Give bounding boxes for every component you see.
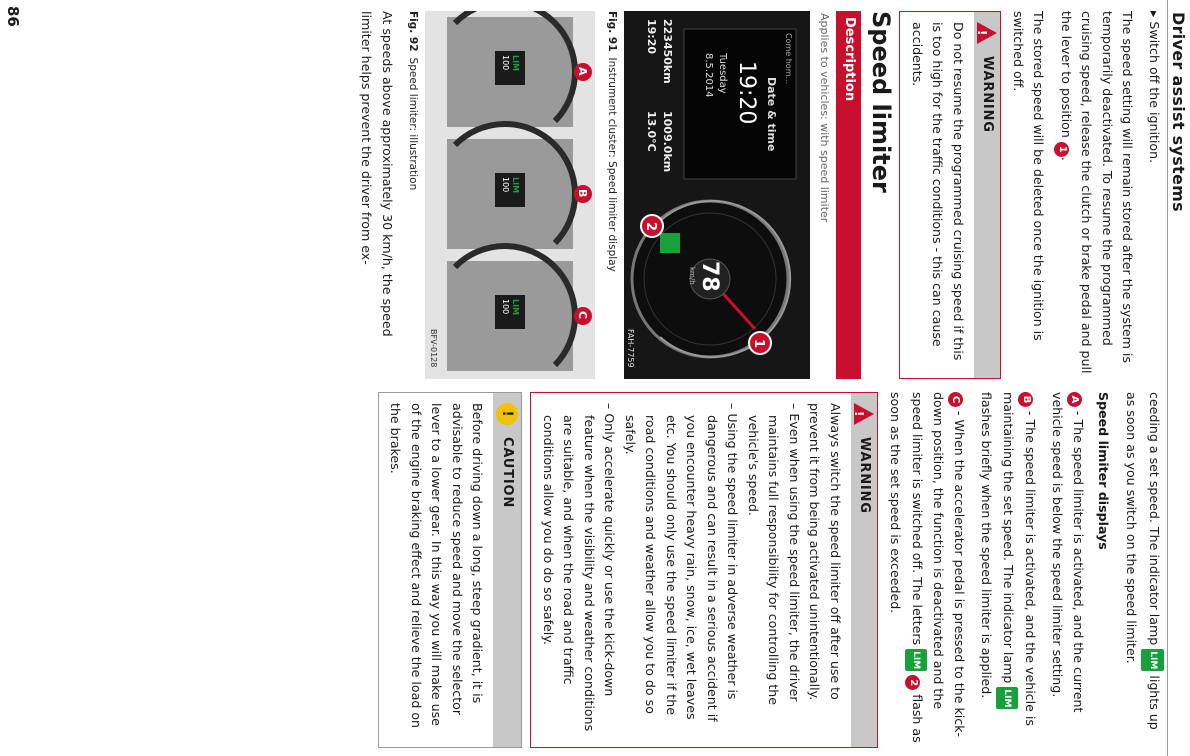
panel-b xyxy=(447,124,592,249)
warning-item: – Even when using the speed limiter, the driver maintains full responsibility for controlling the vehicle's speed. xyxy=(745,403,802,706)
weekday: Tuesday xyxy=(716,53,728,94)
lim-lamp-icon: LIM xyxy=(905,649,928,671)
intro-bullet: ▸ Switch off the ignition. xyxy=(1147,11,1162,164)
panel-c-label: C xyxy=(576,311,590,320)
lim-lamp-icon: LIM xyxy=(996,687,1019,709)
warning-item: – Only accelerate quickly or use the kick-down feature when the visibility and weather conditions are suitable, and when the road and traffic conditions allow you do do so safely. xyxy=(540,403,618,732)
date: 8.5.2014 xyxy=(702,53,714,98)
clock-time: 19:20 xyxy=(733,61,759,125)
warning-body xyxy=(531,393,851,747)
outside-temperature: 13.0°C xyxy=(644,111,658,152)
warning-box-2 xyxy=(530,392,878,748)
speed-unit: km/h xyxy=(687,267,696,285)
callout-1-label: 1 xyxy=(750,339,766,349)
marker-b: B xyxy=(1019,392,1034,407)
right-column xyxy=(372,392,1164,748)
running-header: Driver assist systems xyxy=(1169,12,1188,212)
odometer-total: 223450km xyxy=(660,19,674,84)
display-item-b: B - The speed limiter is activated, and the vehicle is maintaining the set speed. The indicator lamp LIM flashes briefly when the speed limiter is applied. xyxy=(979,392,1039,726)
nav-hint: Come hom... xyxy=(783,33,793,85)
figure-92-caption: Fig. 92Speed limiter: illustration xyxy=(407,11,420,191)
lamp-paragraph: ceeding a set speed. The indicator lamp LIM lights up as soon as you switch on the speed limiter. xyxy=(1124,392,1162,730)
lim-speed-a: 100 xyxy=(501,55,511,71)
marker-2: 2 xyxy=(906,675,921,690)
warning-box-1 xyxy=(899,11,1001,379)
panel-c xyxy=(447,246,592,371)
caution-box xyxy=(378,392,523,748)
figure-91-caption: Fig. 91Instrument cluster: Speed limiter display xyxy=(605,11,618,272)
marker-c: C xyxy=(948,392,963,407)
left-column xyxy=(350,11,1164,379)
delete-paragraph: The stored speed will be deleted once the ignition is switched off. xyxy=(1010,11,1047,341)
warning-body: Do not resume the programmed cruising speed if this is too high for the traffic conditions - this can cause accidents. xyxy=(909,22,966,361)
caution-header: ! CAUTION xyxy=(493,393,521,747)
caution-body: Before driving down a long, steep gradient, it is advisable to reduce speed and move the selector lever to a lower gear. In this way you will make use of the engine braking effect and relieve the load on the brakes. xyxy=(388,403,486,729)
display-item-a: A - The speed limiter is activated, and the current vehicle speed is below the speed limiter setting. xyxy=(1049,392,1087,713)
warning-intro: Always switch the speed limiter off after use to prevent it from being activated unintentionally. xyxy=(807,403,843,701)
position-marker-1: 1 xyxy=(1054,142,1069,157)
warning-header: ! WARNING xyxy=(851,393,878,747)
display-item-c: C - When the accelerator pedal is pressed to the kick-down position, the function is deactivated and the speed limiter is switched off. The letters LIM 2 flash as soon as the set speed is exceeded. xyxy=(887,392,968,743)
resume-paragraph: The speed setting will remain stored after the system is temporarily deactivated. To resume the programmed cruising speed, release the clutch or brake pedal and pull the lever to position 1. xyxy=(1054,11,1137,379)
panel-b-label: B xyxy=(576,189,590,198)
page-number: 86 xyxy=(4,6,22,27)
warning-triangle-icon: ! xyxy=(977,22,997,44)
warning-item: – Using the speed limiter in adverse weather is dangerous and can result in a serious accident if you encounter heavy rain, snow, ice, wet leaves etc. You should only use the speed limiter if the road conditions and weather allow you to do so safely. xyxy=(622,403,741,722)
warning-header: ! WARNING xyxy=(974,12,1001,378)
clock-time-2: 19:20 xyxy=(644,19,658,55)
odometer-trip: 1009.0km xyxy=(660,111,674,173)
figure-92 xyxy=(425,11,595,379)
warning-triangle-icon: ! xyxy=(854,403,874,425)
subheading-displays: Speed limiter displays xyxy=(1096,392,1111,550)
caution-icon: ! xyxy=(496,403,518,425)
lim-indicator-icon xyxy=(660,233,680,253)
lim-label-a: LIM xyxy=(511,55,521,72)
description-bar: Description xyxy=(836,11,861,379)
lim-lamp-icon: LIM xyxy=(1142,649,1165,671)
callout-2-label: 2 xyxy=(642,222,658,232)
lim-label-b: LIM xyxy=(511,177,521,194)
figure-code-91: FAH-7759 xyxy=(625,329,635,368)
marker-a: A xyxy=(1067,392,1082,407)
panel-a xyxy=(447,11,592,127)
panel-a-label: A xyxy=(576,67,590,76)
arrow-bullet-icon: ▸ xyxy=(1147,11,1162,22)
lim-speed-b: 100 xyxy=(501,177,511,193)
header-rule xyxy=(1167,0,1168,756)
figure-91 xyxy=(624,11,810,379)
lim-speed-c: 100 xyxy=(501,299,511,315)
digital-speed: 78 xyxy=(696,261,722,292)
speed-limiter-illustration xyxy=(425,11,595,379)
date-time-title: Date & time xyxy=(764,77,778,152)
intro-paragraph: At speeds above approximately 30 km/h, the speed limiter helps prevent the driver from ex- xyxy=(359,11,395,337)
instrument-cluster-illustration xyxy=(624,11,810,379)
figure-code-92: BFV-0128 xyxy=(429,329,439,368)
applies-to: Applies to vehicles: with speed limiter xyxy=(818,13,832,223)
lim-label-c: LIM xyxy=(511,299,521,316)
section-title: Speed limiter xyxy=(867,11,896,193)
